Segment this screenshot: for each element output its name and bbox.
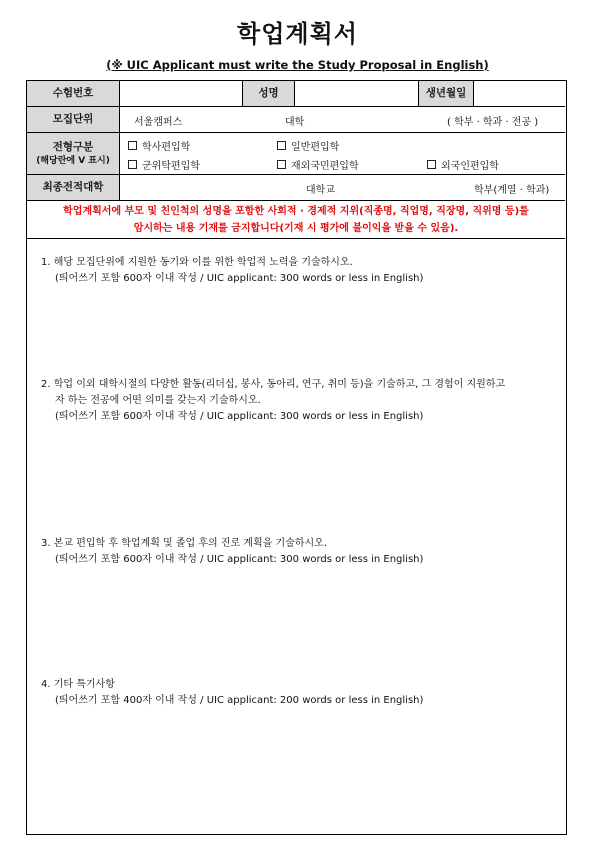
birthdate-label: 생년월일 bbox=[419, 81, 474, 106]
question-2: 2. 학업 이외 대학시절의 다양한 활동(리더십, 봉사, 동아리, 연구, 취미 등)을 기술하고, 그 경험이 지원하고 자 하는 전공에 어떤 의미를 갖는지 기술하시오. (띄어쓰기 포함 600자 이내 작성 / UIC applicant: 300 words or less in English) bbox=[41, 379, 506, 422]
recruitment-unit-row bbox=[27, 107, 565, 133]
admission-type-row bbox=[27, 133, 565, 175]
checkbox-icon[interactable] bbox=[128, 160, 137, 169]
name-field[interactable] bbox=[295, 81, 419, 106]
birthdate-field[interactable] bbox=[474, 81, 565, 106]
document-subtitle: (※ UIC Applicant must write the Study Proposal in English) bbox=[106, 58, 489, 72]
campus-text: 서울캠퍼스 bbox=[134, 117, 183, 128]
answer-area-2[interactable] bbox=[37, 431, 555, 531]
question-3: 3. 본교 편입학 후 학업계획 및 졸업 후의 진로 계획을 기술하시오. (띄어쓰기 포함 600자 이내 작성 / UIC applicant: 300 words or less in English) bbox=[41, 538, 424, 565]
previous-department-text: 학부(계열 · 학과) bbox=[474, 185, 550, 196]
applicant-info-row bbox=[27, 81, 565, 107]
admission-type-note: (해당란에 V 표시) bbox=[36, 155, 110, 166]
checkbox-icon[interactable] bbox=[277, 141, 286, 150]
answer-area-3[interactable] bbox=[37, 571, 555, 671]
option-general-transfer[interactable]: 일반편입학 bbox=[277, 138, 339, 153]
previous-university-label: 최종전적대학 bbox=[27, 175, 120, 200]
exam-number-field[interactable] bbox=[120, 81, 243, 106]
exam-number-label: 수험번호 bbox=[27, 81, 120, 106]
option-military-transfer[interactable]: 군위탁편입학 bbox=[128, 157, 200, 172]
answer-area-1[interactable] bbox=[37, 291, 555, 371]
college-text: 대학 bbox=[285, 117, 305, 128]
recruitment-unit-label: 모집단위 bbox=[27, 107, 120, 132]
checkbox-icon[interactable] bbox=[128, 141, 137, 150]
admission-type-label: 전형구분 (해당란에 V 표시) bbox=[27, 133, 120, 174]
previous-university-row bbox=[27, 175, 565, 201]
study-plan-form bbox=[26, 80, 567, 835]
option-foreigner-transfer[interactable]: 외국인편입학 bbox=[427, 157, 499, 172]
question-4: 4. 기타 특기사항 (띄어쓰기 포함 400자 이내 작성 / UIC applicant: 200 words or less in English) bbox=[41, 679, 424, 706]
question-1: 1. 해당 모집단위에 지원한 동기와 이를 위한 학업적 노력을 기술하시오. (띄어쓰기 포함 600자 이내 작성 / UIC applicant: 300 words or less in English) bbox=[41, 257, 424, 284]
department-text: ( 학부 · 학과 · 전공 ) bbox=[447, 117, 539, 128]
disclosure-warning: 학업계획서에 부모 및 친인척의 성명을 포함한 사회적 · 경제적 지위(직종명, 직업명, 직장명, 직위명 등)를 암시하는 내용 기재를 금지합니다(기재 시 평가에 불이익을 받을 수 있음). bbox=[27, 201, 565, 239]
option-bachelor-transfer[interactable]: 학사편입학 bbox=[128, 138, 190, 153]
admission-type-options bbox=[120, 133, 565, 174]
checkbox-icon[interactable] bbox=[427, 160, 436, 169]
previous-university-field[interactable] bbox=[120, 175, 565, 200]
name-label: 성명 bbox=[243, 81, 295, 106]
recruitment-unit-field[interactable] bbox=[120, 107, 565, 132]
option-overseas-korean-transfer[interactable]: 재외국민편입학 bbox=[277, 157, 359, 172]
answer-area-4[interactable] bbox=[37, 713, 555, 825]
university-text: 대학교 bbox=[306, 185, 335, 196]
document-title: 학업계획서 bbox=[237, 20, 358, 48]
checkbox-icon[interactable] bbox=[277, 160, 286, 169]
